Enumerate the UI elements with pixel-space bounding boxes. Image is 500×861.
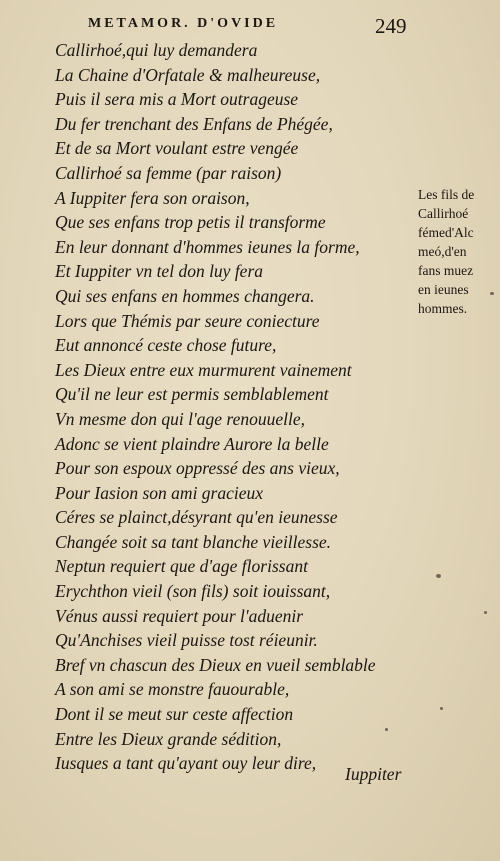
verse-line: Entre les Dieux grande sédition, — [55, 728, 282, 749]
verse-line: Callirhoé sa femme (par raison) — [55, 162, 282, 183]
verse-line: Vn mesme don qui l'age renouuelle, — [55, 408, 305, 429]
verse-line: Dont il se meut sur ceste affection — [55, 704, 294, 725]
verse-line: Qu'il ne leur est permis semblablement — [55, 384, 329, 405]
verse-line: A Iuppiter fera son oraison, — [55, 187, 250, 208]
verse-line: Pour Iasion son ami gracieux — [55, 482, 264, 503]
verse-line: Changée soit sa tant blanche vieillesse. — [55, 531, 332, 552]
verse-line: Pour son espoux oppressé des ans vieux, — [55, 458, 340, 479]
verse-line: Lors que Thémis par seure coniecture — [55, 310, 320, 331]
ink-speck — [484, 611, 487, 614]
verse-line: Vénus aussi requiert pour l'aduenir — [55, 605, 304, 626]
page-number: 249 — [375, 14, 407, 38]
verse-line: Et de sa Mort voulant estre vengée — [55, 138, 299, 159]
ink-speck — [385, 728, 388, 731]
marginal-note-line: Les fils de — [418, 187, 475, 202]
verse-block — [55, 38, 395, 776]
verse-line: Du fer trenchant des Enfans de Phégée, — [55, 113, 333, 134]
verse-line: Bref vn chascun des Dieux en vueil semblable — [55, 654, 376, 675]
marginal-note-line: fans muez — [418, 263, 474, 278]
verse-line: Céres se plainct,désyrant qu'en ieunesse — [55, 507, 338, 528]
catchword: Iuppiter — [345, 764, 402, 784]
verse-line: Erychthon vieil (son fils) soit iouissant, — [55, 581, 331, 602]
verse-line: Adonc se vient plaindre Aurore la belle — [55, 433, 329, 454]
verse-line: Neptun requiert que d'age florissant — [55, 556, 308, 577]
marginal-note-line: en ieunes — [418, 282, 469, 297]
ink-speck — [436, 574, 441, 578]
verse-line: Et Iuppiter vn tel don luy fera — [55, 261, 264, 282]
marginal-note-line: hommes. — [418, 301, 468, 316]
verse-line: Puis il sera mis a Mort outrageuse — [55, 89, 299, 110]
marginal-note-line: Callirhoé — [418, 206, 469, 221]
marginal-note-line: fémed'Alc — [418, 225, 474, 240]
verse-line: La Chaine d'Orfatale & malheureuse, — [55, 64, 321, 85]
verse-line: Les Dieux entre eux murmurent vainement — [55, 359, 352, 380]
verse-line: Que ses enfans trop petis il transforme — [55, 212, 326, 233]
ink-speck — [490, 292, 494, 295]
verse-line: En leur donnant d'hommes ieunes la forme, — [55, 236, 360, 257]
verse-line: Eut annoncé ceste chose future, — [55, 335, 277, 356]
marginal-note — [418, 185, 498, 318]
marginal-note-line: meó,d'en — [418, 244, 467, 259]
verse-line: Iusques a tant qu'ayant ouy leur dire, — [55, 753, 317, 774]
ink-speck — [440, 707, 443, 710]
verse-line: Qui ses enfans en hommes changera. — [55, 285, 315, 306]
verse-line: Callirhoé,qui luy demandera — [55, 40, 258, 60]
verse-line: Qu'Anchises vieil puisse tost réieunir. — [55, 630, 318, 651]
verse-line: A son ami se monstre fauourable, — [55, 679, 290, 700]
page-header — [0, 12, 500, 36]
running-head: METAMOR. D'OVIDE — [88, 16, 279, 31]
